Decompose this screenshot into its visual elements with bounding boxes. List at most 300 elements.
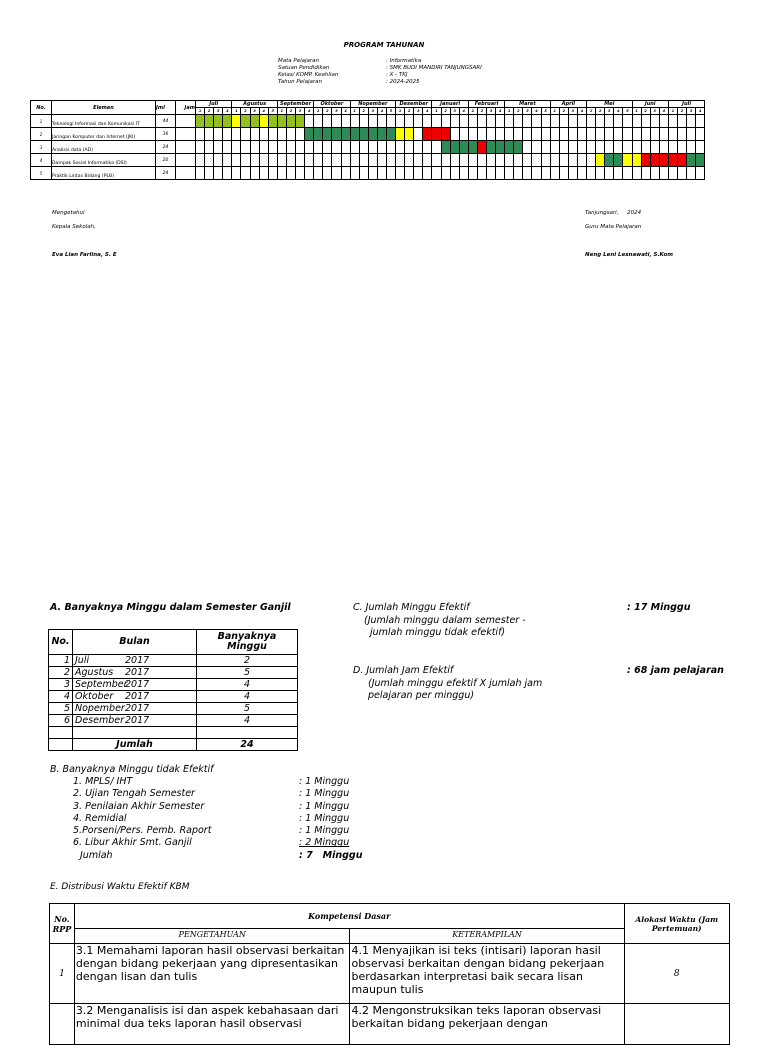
- gantt-cell: [687, 128, 696, 141]
- gantt-row-no: 1: [31, 115, 52, 128]
- ineffective-total-value: : 7 Minggu: [299, 849, 363, 861]
- weeks-no: 6: [49, 715, 73, 727]
- gantt-cell: [268, 154, 277, 167]
- gantt-week-number: 1: [668, 108, 677, 115]
- gantt-cell: [332, 115, 341, 128]
- weeks-row: [49, 703, 298, 715]
- gantt-cell: [386, 141, 395, 154]
- gantt-cell: [641, 115, 650, 128]
- gantt-cell: [223, 115, 232, 128]
- gantt-week-number: 5: [386, 108, 395, 115]
- section-d-heading: D. Jumlah Jam Efektif: [353, 665, 454, 676]
- gantt-cell: [659, 167, 668, 180]
- gantt-cell: [650, 141, 659, 154]
- gantt-cell: [668, 115, 677, 128]
- weeks-bulan: Oktober: [75, 691, 114, 702]
- section-b-list: [73, 776, 363, 862]
- gantt-cell: [305, 141, 314, 154]
- kd-row: [50, 1004, 730, 1045]
- meta-label: Satuan Pendidikan: [278, 65, 330, 71]
- gantt-col-jml: Jml: [156, 101, 176, 115]
- gantt-cell: [332, 141, 341, 154]
- gantt-cell: [314, 115, 323, 128]
- gantt-cell: [568, 141, 577, 154]
- section-d-line2: pelajaran per minggu): [368, 690, 475, 701]
- gantt-cell: [477, 167, 486, 180]
- gantt-cell: [605, 115, 614, 128]
- gantt-cell: [677, 167, 686, 180]
- sign-left-line2: Kepala Sekolah,: [52, 224, 96, 230]
- gantt-month: September: [277, 101, 313, 108]
- gantt-cell: [259, 115, 268, 128]
- kd-row-no: 1: [50, 944, 75, 1004]
- gantt-cell: [614, 115, 623, 128]
- gantt-cell: [559, 115, 568, 128]
- weeks-row: [49, 679, 298, 691]
- gantt-cell: [559, 154, 568, 167]
- gantt-cell: [659, 154, 668, 167]
- gantt-cell: [405, 128, 414, 141]
- gantt-cell: [323, 115, 332, 128]
- gantt-cell: [568, 167, 577, 180]
- meta-label: Mata Pelajaran: [278, 58, 320, 64]
- weeks-row: [49, 691, 298, 703]
- gantt-cell: [232, 141, 241, 154]
- gantt-cell: [668, 167, 677, 180]
- gantt-row: [31, 141, 705, 154]
- gantt-cell: [523, 128, 532, 141]
- meta-value: : X - TKJ: [386, 72, 408, 78]
- gantt-month: Juni: [632, 101, 668, 108]
- weeks-bulan: Desember: [75, 715, 124, 726]
- gantt-week-number: 4: [223, 108, 232, 115]
- gantt-cell: [450, 115, 459, 128]
- kd-col-alokasi: Alokasi Waktu (Jam Pertemuan): [624, 904, 729, 944]
- gantt-cell: [323, 128, 332, 141]
- kd-col-kd: Kompetensi Dasar: [74, 904, 624, 929]
- ineffective-week-label: 4. Remidial: [73, 812, 127, 824]
- gantt-month: April: [550, 101, 586, 108]
- gantt-cell: [432, 115, 441, 128]
- gantt-cell: [550, 167, 559, 180]
- gantt-cell: [632, 115, 641, 128]
- gantt-cell: [268, 167, 277, 180]
- weeks-no: 3: [49, 679, 73, 691]
- gantt-cell: [241, 154, 250, 167]
- gantt-cell: [614, 167, 623, 180]
- gantt-cell: [377, 154, 386, 167]
- gantt-cell: [368, 154, 377, 167]
- sign-right-line1: Tanjungsari, 2024: [585, 210, 642, 216]
- gantt-cell: [505, 115, 514, 128]
- kd-alokasi: [624, 1004, 729, 1045]
- gantt-cell: [532, 141, 541, 154]
- gantt-row-jml: 20: [156, 154, 176, 167]
- gantt-cell: [668, 128, 677, 141]
- gantt-cell: [205, 141, 214, 154]
- gantt-cell: [250, 167, 259, 180]
- weeks-no: 1: [49, 655, 73, 667]
- gantt-cell: [405, 154, 414, 167]
- gantt-cell: [250, 141, 259, 154]
- gantt-cell: [641, 167, 650, 180]
- gantt-cell: [505, 141, 514, 154]
- gantt-cell: [677, 115, 686, 128]
- gantt-cell: [632, 154, 641, 167]
- gantt-cell: [577, 115, 586, 128]
- gantt-cell: [432, 154, 441, 167]
- kd-keterampilan: 4.1 Menyajikan isi teks (intisari) laporan hasil observasi berkaitan dengan bidang pekerjaan berdasarkan interpretasi baik secara lisan maupun tulis: [350, 944, 624, 1004]
- gantt-cell: [459, 115, 468, 128]
- gantt-week-number: 2: [677, 108, 686, 115]
- gantt-cell: [205, 115, 214, 128]
- gantt-cell: [550, 115, 559, 128]
- gantt-cell: [641, 128, 650, 141]
- gantt-cell: [468, 141, 477, 154]
- gantt-cell: [532, 167, 541, 180]
- gantt-week-number: 3: [687, 108, 696, 115]
- gantt-week-number: 4: [577, 108, 586, 115]
- weeks-row: [49, 667, 298, 679]
- ineffective-week-item: [73, 776, 363, 788]
- meta-row: [278, 58, 482, 65]
- gantt-cell: [496, 167, 505, 180]
- gantt-cell: [214, 115, 223, 128]
- weeks-bulan: Juli: [75, 655, 90, 666]
- kd-row: [50, 944, 730, 1004]
- gantt-week-number: 1: [196, 108, 205, 115]
- gantt-week-number: 4: [423, 108, 432, 115]
- weeks-minggu: 2: [197, 655, 298, 667]
- gantt-cell: [659, 128, 668, 141]
- gantt-cell: [241, 115, 250, 128]
- gantt-cell: [587, 141, 596, 154]
- gantt-cell: [286, 154, 295, 167]
- gantt-week-number: 1: [587, 108, 596, 115]
- gantt-cell: [477, 154, 486, 167]
- meta-value: : SMK BUDI MANDIRI TANJUNGSARI: [386, 65, 482, 71]
- section-d-value: : 68 jam pelajaran: [627, 665, 724, 676]
- kd-col-no: No. RPP: [50, 904, 75, 944]
- gantt-month: Februari: [468, 101, 504, 108]
- gantt-week-number: 5: [623, 108, 632, 115]
- gantt-cell: [596, 141, 605, 154]
- gantt-cell: [423, 154, 432, 167]
- weeks-no: 4: [49, 691, 73, 703]
- gantt-cell: [568, 154, 577, 167]
- gantt-week-number: 2: [596, 108, 605, 115]
- gantt-row-elemen: Analisis data (AD): [52, 141, 156, 154]
- weeks-tahun: 2017: [125, 715, 150, 726]
- gantt-cell: [259, 128, 268, 141]
- gantt-cell: [523, 167, 532, 180]
- gantt-cell: [386, 154, 395, 167]
- document-title: PROGRAM TAHUNAN: [343, 41, 425, 49]
- gantt-week-number: 4: [459, 108, 468, 115]
- gantt-row: [31, 115, 705, 128]
- ineffective-total-label: Jumlah: [80, 849, 113, 861]
- gantt-cell: [459, 141, 468, 154]
- section-e-heading: E. Distribusi Waktu Efektif KBM: [50, 882, 190, 892]
- gantt-row-jml: 24: [156, 167, 176, 180]
- gantt-cell: [432, 128, 441, 141]
- gantt-cell: [532, 154, 541, 167]
- gantt-cell: [541, 115, 550, 128]
- gantt-cell: [332, 128, 341, 141]
- gantt-cell: [468, 154, 477, 167]
- kd-col-pengetahuan: PENGETAHUAN: [74, 929, 350, 944]
- gantt-cell: [405, 115, 414, 128]
- weeks-table: [48, 629, 298, 751]
- gantt-cell: [559, 141, 568, 154]
- gantt-cell: [250, 115, 259, 128]
- gantt-cell: [314, 128, 323, 141]
- gantt-week-number: 3: [605, 108, 614, 115]
- weeks-blank-row: [49, 727, 298, 739]
- gantt-cell: [605, 154, 614, 167]
- gantt-week-number: 5: [268, 108, 277, 115]
- gantt-week-number: 1: [550, 108, 559, 115]
- gantt-cell: [223, 154, 232, 167]
- kd-pengetahuan: 3.2 Menganalisis isi dan aspek kebahasaan dari minimal dua teks laporan hasil observasi: [74, 1004, 350, 1045]
- gantt-cell: [641, 154, 650, 167]
- gantt-week-number: 3: [487, 108, 496, 115]
- ineffective-week-value: : 1 Minggu: [299, 812, 350, 824]
- gantt-cell: [205, 128, 214, 141]
- gantt-cell: [368, 167, 377, 180]
- gantt-cell: [386, 167, 395, 180]
- gantt-cell: [568, 115, 577, 128]
- gantt-week-number: 3: [296, 108, 305, 115]
- gantt-cell: [396, 115, 405, 128]
- gantt-cell: [632, 128, 641, 141]
- gantt-cell: [386, 115, 395, 128]
- gantt-cell: [205, 167, 214, 180]
- section-c-heading: C. Jumlah Minggu Efektif: [353, 602, 470, 613]
- gantt-cell: [368, 115, 377, 128]
- sign-left-name: Eva Lian Farlina, S. E: [52, 252, 117, 258]
- gantt-cell: [577, 154, 586, 167]
- gantt-row-elemen: Praktik Lintas Bidang (PLB): [52, 167, 156, 180]
- gantt-month: Maret: [505, 101, 550, 108]
- gantt-cell: [396, 128, 405, 141]
- gantt-cell: [668, 154, 677, 167]
- weeks-tahun: 2017: [125, 679, 150, 690]
- gantt-cell: [423, 115, 432, 128]
- gantt-week-number: 1: [277, 108, 286, 115]
- section-a-heading: A. Banyaknya Minggu dalam Semester Ganjil: [50, 602, 291, 613]
- gantt-cell: [668, 141, 677, 154]
- gantt-month: Mei: [587, 101, 632, 108]
- section-d-line1: (Jumlah minggu efektif X jumlah jam: [368, 678, 543, 689]
- gantt-cell: [232, 154, 241, 167]
- gantt-cell: [514, 128, 523, 141]
- ineffective-week-label: 5.Porseni/Pers. Pemb. Raport: [73, 825, 212, 837]
- kd-row-no: [50, 1004, 75, 1045]
- gantt-cell: [323, 141, 332, 154]
- gantt-cell: [305, 115, 314, 128]
- gantt-row-jml: 24: [156, 141, 176, 154]
- gantt-cell: [487, 141, 496, 154]
- gantt-cell: [223, 167, 232, 180]
- gantt-col-no: No.: [31, 101, 52, 115]
- gantt-row: [31, 167, 705, 180]
- gantt-cell: [650, 128, 659, 141]
- gantt-cell: [414, 115, 423, 128]
- gantt-cell: [405, 141, 414, 154]
- ineffective-week-label: 2. Ujian Tengah Semester: [73, 788, 195, 800]
- gantt-cell: [296, 167, 305, 180]
- kd-pengetahuan: 3.1 Memahami laporan hasil observasi berkaitan dengan bidang pekerjaan yang dipresentasikan dengan lisan dan tulis: [74, 944, 350, 1004]
- gantt-week-number: 4: [259, 108, 268, 115]
- gantt-cell: [468, 115, 477, 128]
- gantt-cell: [396, 141, 405, 154]
- gantt-cell: [441, 141, 450, 154]
- gantt-cell: [414, 141, 423, 154]
- gantt-week-number: 3: [250, 108, 259, 115]
- gantt-cell: [450, 167, 459, 180]
- gantt-cell: [550, 128, 559, 141]
- gantt-cell: [632, 141, 641, 154]
- meta-label: Tahun Pelajaran: [278, 79, 322, 85]
- gantt-cell: [614, 128, 623, 141]
- gantt-cell: [277, 115, 286, 128]
- gantt-cell: [496, 141, 505, 154]
- weeks-bulan-cell: [73, 679, 197, 691]
- gantt-week-number: 1: [396, 108, 405, 115]
- meta-value: : 2024-2025: [386, 79, 420, 85]
- gantt-cell: [214, 154, 223, 167]
- ineffective-week-item: [73, 788, 363, 800]
- gantt-cell: [650, 154, 659, 167]
- gantt-row-no: 3: [31, 141, 52, 154]
- gantt-cell: [196, 167, 205, 180]
- gantt-cell: [623, 141, 632, 154]
- gantt-cell: [332, 154, 341, 167]
- gantt-week-number: 4: [341, 108, 350, 115]
- gantt-cell: [305, 154, 314, 167]
- gantt-week-number: 1: [314, 108, 323, 115]
- gantt-cell: [268, 128, 277, 141]
- gantt-cell: [432, 167, 441, 180]
- gantt-cell: [659, 115, 668, 128]
- gantt-cell: [523, 115, 532, 128]
- gantt-week-number: 4: [305, 108, 314, 115]
- ineffective-week-item: [73, 813, 363, 825]
- gantt-cell: [377, 115, 386, 128]
- gantt-cell: [687, 167, 696, 180]
- weeks-minggu: 4: [197, 715, 298, 727]
- gantt-row: [31, 154, 705, 167]
- gantt-cell: [514, 141, 523, 154]
- col-no: No.: [49, 630, 73, 655]
- gantt-week-number: 2: [559, 108, 568, 115]
- gantt-cell: [696, 167, 705, 180]
- gantt-cell: [259, 167, 268, 180]
- gantt-cell: [623, 128, 632, 141]
- gantt-cell: [496, 128, 505, 141]
- gantt-cell: [196, 128, 205, 141]
- ineffective-week-label: 3. Penilaian Akhir Semester: [73, 800, 205, 812]
- gantt-cell: [214, 167, 223, 180]
- weeks-no: 2: [49, 667, 73, 679]
- gantt-week-number: 3: [368, 108, 377, 115]
- gantt-cell: [350, 115, 359, 128]
- gantt-cell: [450, 141, 459, 154]
- ineffective-week-value: : 1 Minggu: [299, 776, 350, 787]
- gantt-week-number: 3: [450, 108, 459, 115]
- gantt-col-jam: Jam: [176, 101, 196, 115]
- gantt-cell: [477, 128, 486, 141]
- gantt-cell: [368, 128, 377, 141]
- gantt-week-number: 3: [414, 108, 423, 115]
- gantt-cell: [414, 154, 423, 167]
- gantt-cell: [596, 128, 605, 141]
- weeks-total-label: Jumlah: [73, 739, 197, 751]
- gantt-cell: [577, 141, 586, 154]
- gantt-cell: [605, 128, 614, 141]
- gantt-row-jml: 36: [156, 128, 176, 141]
- weeks-bulan-cell: [73, 667, 197, 679]
- gantt-row-elemen: Teknologi Informasi dan Komunikasi IT: [52, 115, 156, 128]
- gantt-week-number: 1: [468, 108, 477, 115]
- gantt-week-number: 4: [496, 108, 505, 115]
- gantt-cell: [450, 128, 459, 141]
- gantt-cell: [286, 115, 295, 128]
- gantt-row-jam: [176, 167, 196, 180]
- gantt-cell: [259, 154, 268, 167]
- gantt-cell: [241, 167, 250, 180]
- gantt-cell: [350, 128, 359, 141]
- gantt-cell: [641, 141, 650, 154]
- kd-keterampilan: 4.2 Mengonstruksikan teks laporan observasi berkaitan bidang pekerjaan dengan: [350, 1004, 624, 1045]
- gantt-week-number: 2: [641, 108, 650, 115]
- gantt-week-number: 3: [214, 108, 223, 115]
- gantt-week-number: 2: [477, 108, 486, 115]
- gantt-week-number: 3: [650, 108, 659, 115]
- gantt-week-number: 3: [332, 108, 341, 115]
- gantt-cell: [359, 141, 368, 154]
- gantt-cell: [605, 167, 614, 180]
- gantt-cell: [423, 141, 432, 154]
- gantt-week-number: 4: [696, 108, 705, 115]
- gantt-week-number: 1: [505, 108, 514, 115]
- gantt-cell: [350, 141, 359, 154]
- meta-row: [278, 79, 482, 86]
- weeks-bulan: Agustus: [75, 667, 114, 678]
- gantt-cell: [196, 115, 205, 128]
- gantt-week-number: 4: [377, 108, 386, 115]
- gantt-week-number: 4: [532, 108, 541, 115]
- gantt-cell: [341, 154, 350, 167]
- gantt-cell: [386, 128, 395, 141]
- gantt-row-elemen: Jaringan Komputer dan Internet (JKI): [52, 128, 156, 141]
- gantt-cell: [677, 128, 686, 141]
- gantt-cell: [459, 154, 468, 167]
- gantt-cell: [541, 154, 550, 167]
- gantt-cell: [205, 154, 214, 167]
- gantt-cell: [623, 167, 632, 180]
- gantt-cell: [296, 128, 305, 141]
- gantt-cell: [359, 128, 368, 141]
- gantt-cell: [587, 115, 596, 128]
- gantt-month: Agustus: [232, 101, 277, 108]
- gantt-cell: [487, 115, 496, 128]
- gantt-cell: [277, 128, 286, 141]
- ineffective-week-value: : 1 Minggu: [299, 825, 350, 837]
- gantt-cell: [487, 167, 496, 180]
- weeks-bulan-cell: [73, 715, 197, 727]
